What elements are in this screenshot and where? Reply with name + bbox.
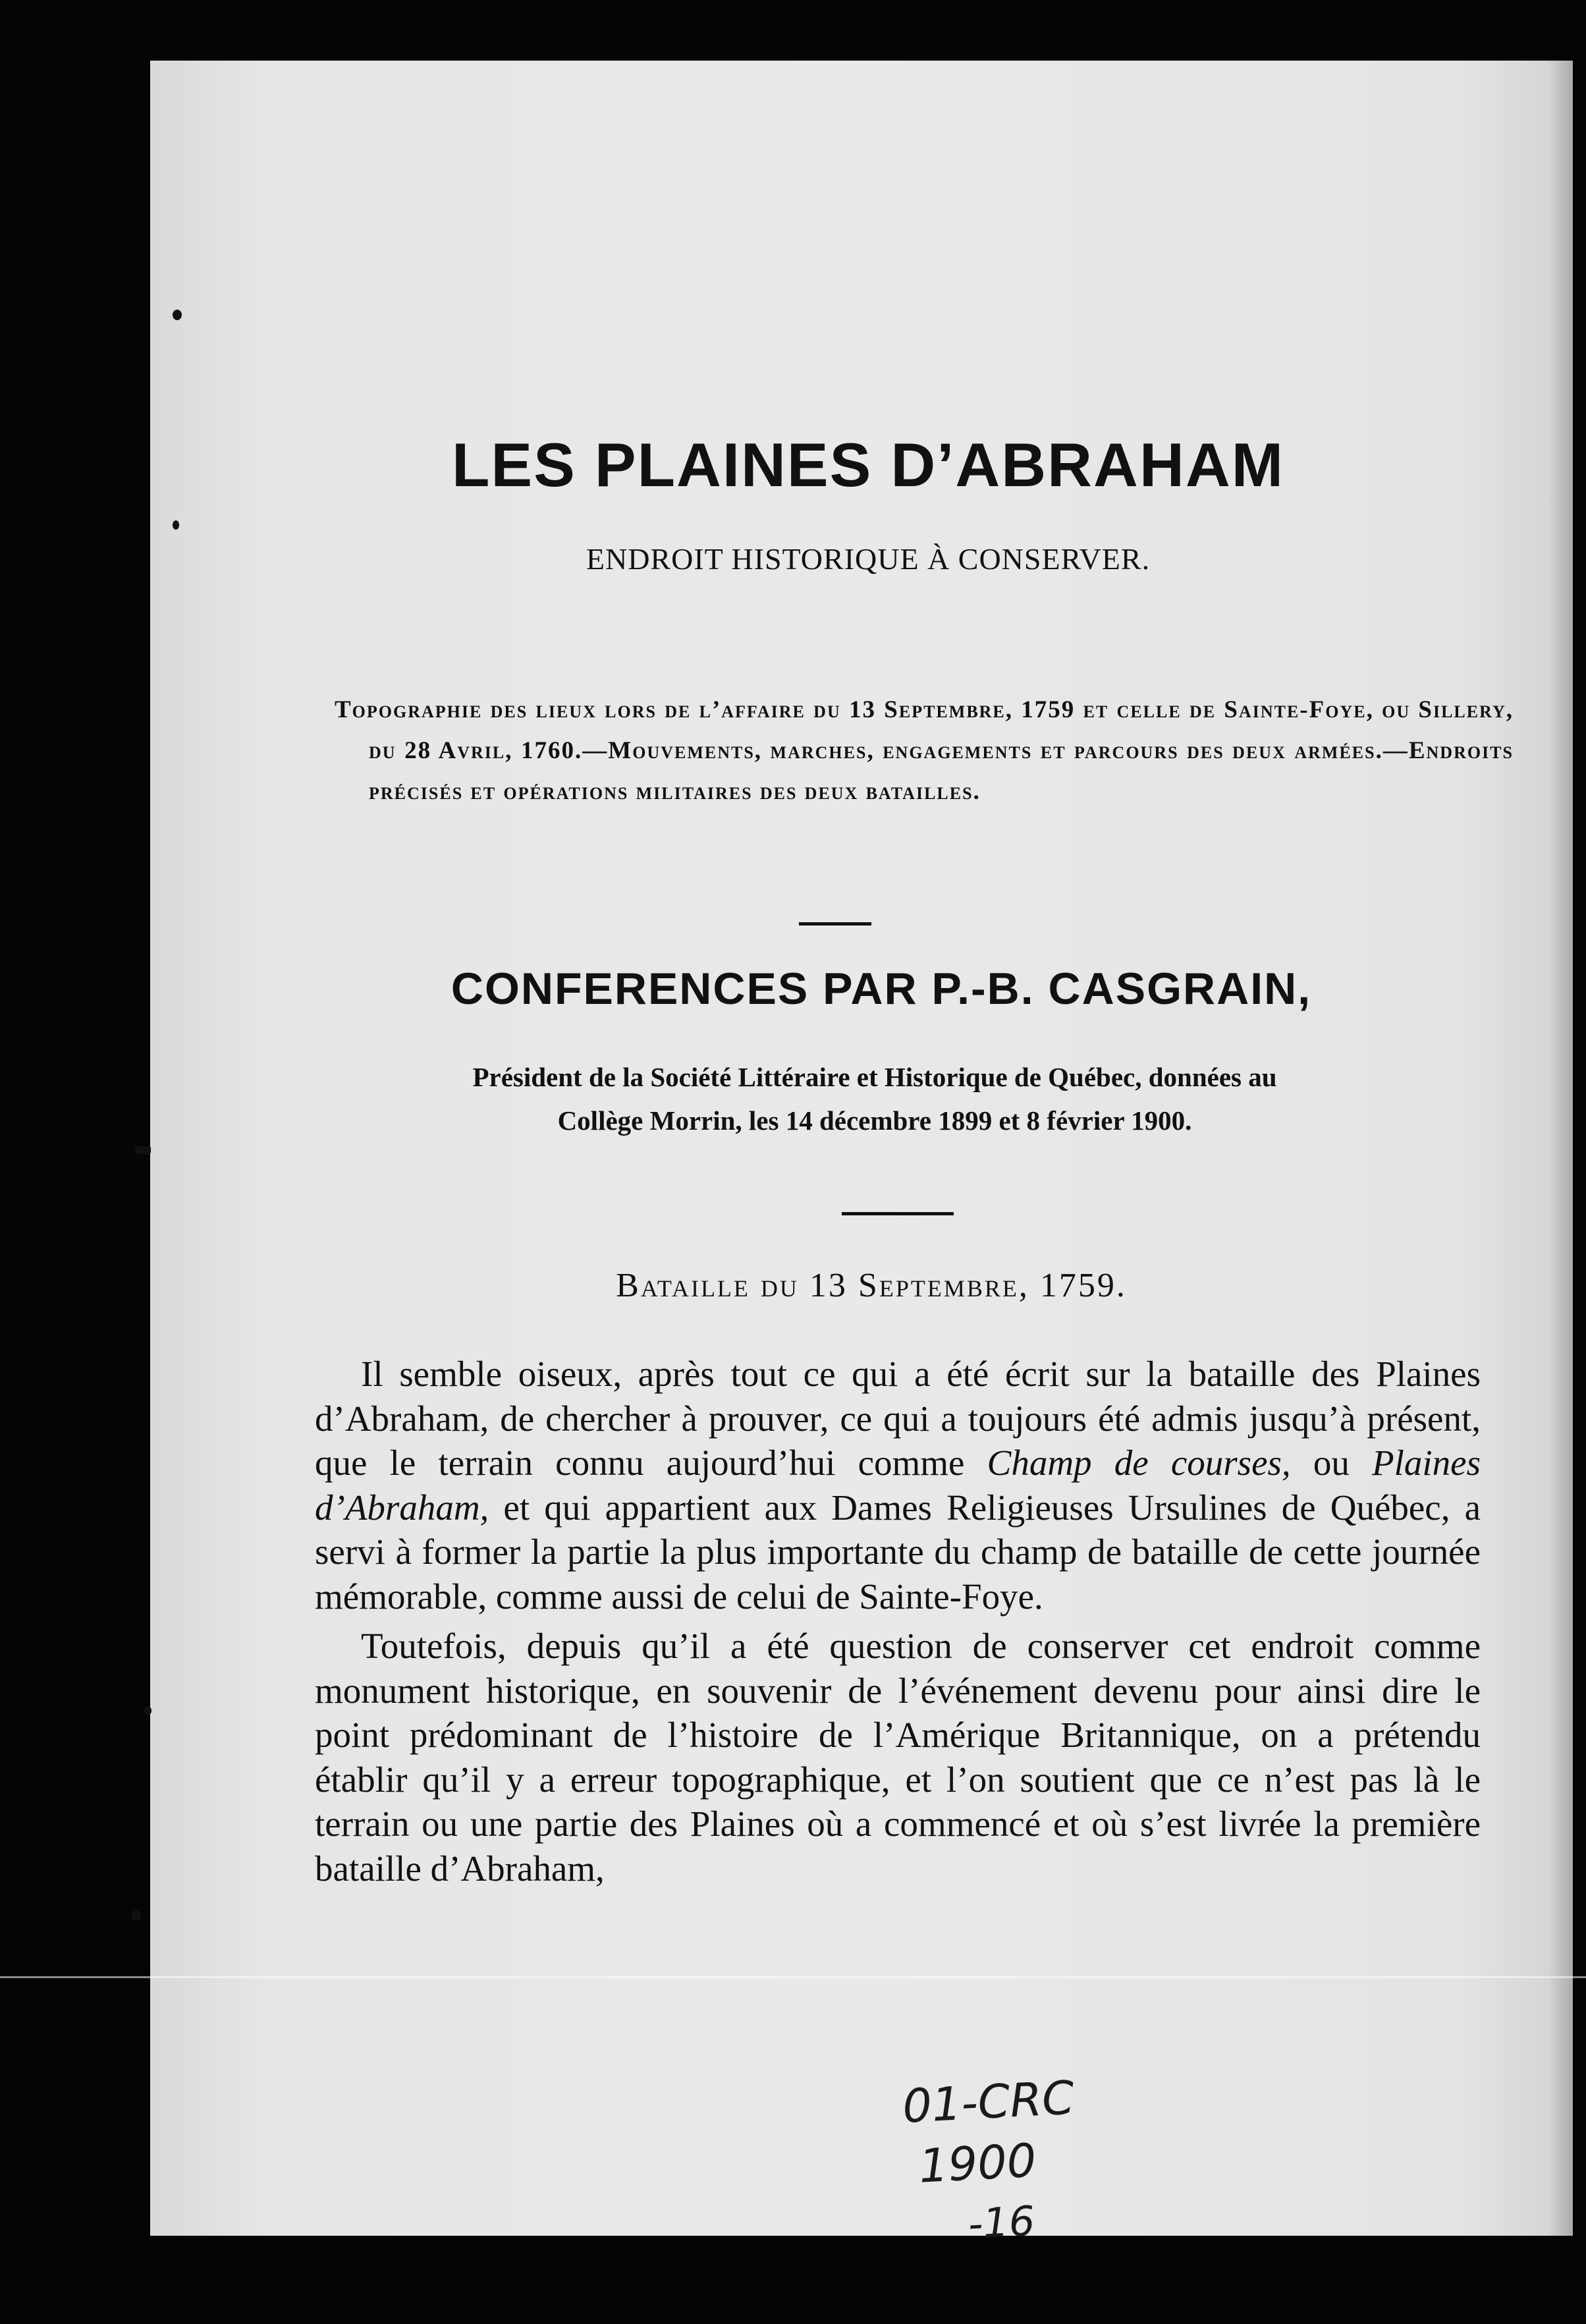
paragraph-1: Il semble oiseux, après tout ce qui a été écrit sur la bataille des Plaines d’Abraham, de chercher à prouver, ce qui a toujours été admis jusqu’à présent, que le terrain connu aujourd’hui comme Champ de courses, ou Plaines d’Abraham, et qui appartient aux Dames Religieuses Ursulines de Québec, a servi à former la partie la plus importante du champ de bataille de cette journée mémorable, comme aussi de celui de Sainte-Foye. — [315, 1354, 1481, 1617]
credentials-line-1: Président de la Société Littéraire et Historique de Québec, données au — [472, 1062, 1277, 1092]
italic-phrase: Champ de courses, — [987, 1443, 1291, 1483]
credentials-line-2: Collège Morrin, les 14 décembre 1899 et 8 février 1900. — [557, 1105, 1192, 1136]
scan-speck — [132, 1910, 141, 1921]
scan-speck — [173, 520, 179, 530]
body-text — [315, 1352, 1481, 1891]
scan-speck — [173, 310, 182, 320]
document-page — [150, 61, 1573, 2248]
scan-line-artifact — [0, 1976, 1586, 1978]
handwritten-call-number — [901, 2067, 1082, 2257]
lecture-heading: CONFERENCES PAR P.-B. CASGRAIN, — [451, 964, 1312, 1014]
page-edge-shadow — [1548, 61, 1573, 2236]
handwritten-line-3: -16 — [966, 2196, 1036, 2248]
document-title: LES PLAINES D’ABRAHAM — [451, 430, 1285, 499]
battle-heading: Bataille du 13 Septembre, 1759. — [616, 1267, 1127, 1304]
section-divider-1 — [799, 922, 871, 926]
paragraph-2: Toutefois, depuis qu’il a été question de conserver cet endroit comme monument historique, en souvenir de l’événement devenu pour ainsi dire le point prédominant de l’histoire de l’Amérique Britannique, on a prétendu établir qu’il y a erreur topographique, et l’on soutient que ce n’est pas là le terrain ou une partie des Plaines où a commencé et où s’est livrée la première bataille d’Abraham, — [315, 1626, 1481, 1889]
scan-speck — [144, 1706, 151, 1715]
section-divider-2 — [842, 1212, 954, 1215]
handwritten-line-2: 1900 — [917, 2133, 1038, 2194]
italic-phrase: Plaines d’Abraham, — [315, 1443, 1481, 1528]
scan-speck — [135, 1146, 151, 1154]
topic-summary: Topographie des lieux lors de l’affaire du 13 Septembre, 1759 et celle de Sainte-Foye, ou Sillery, du 28 Avril, 1760.—Mouvements, marches, engagements et parcours des deux armées.—Endroits précisés et opérations militaires des deux batailles. — [335, 696, 1514, 805]
lecturer-credentials — [177, 1055, 1573, 1142]
handwritten-line-1: 01-CRC — [901, 2070, 1076, 2134]
document-subtitle: ENDROIT HISTORIQUE À CONSERVER. — [586, 542, 1151, 576]
